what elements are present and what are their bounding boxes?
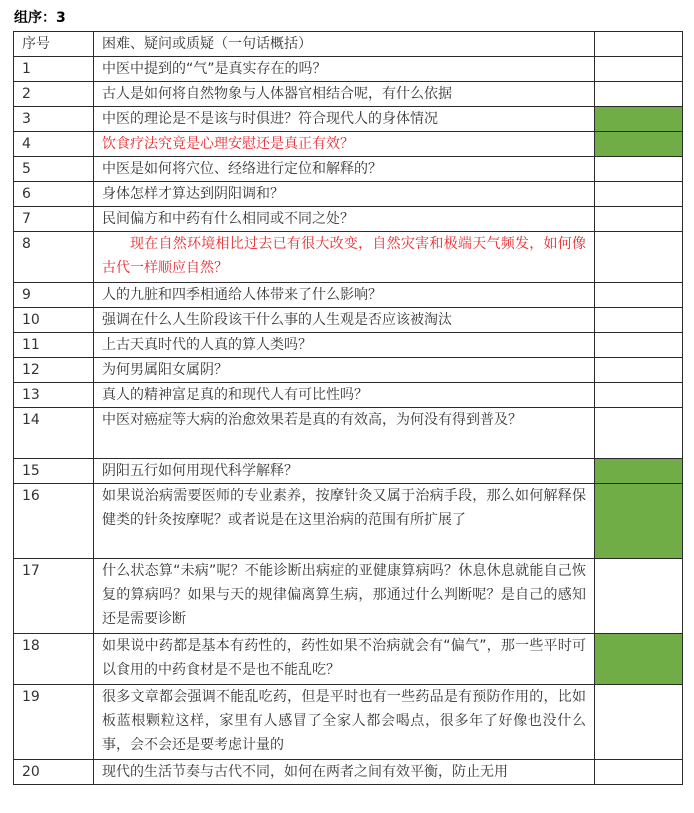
header-question: 困难、疑问或质疑（一句话概括） — [94, 32, 595, 57]
mark-cell — [595, 157, 683, 182]
row-question — [94, 634, 595, 685]
mark-cell — [595, 283, 683, 308]
mark-cell — [595, 408, 683, 459]
highlight-cell-green — [595, 107, 683, 132]
row-number: 10 — [14, 308, 94, 333]
question-text: 强调在什么人生阶段该干什么事的人生观是否应该被淘汰 — [102, 312, 452, 328]
table-row — [14, 82, 683, 107]
row-number: 1 — [14, 57, 94, 82]
table-row — [14, 157, 683, 182]
header-num: 序号 — [14, 32, 94, 57]
question-text: 很多文章都会强调不能乱吃药，但是平时也有一些药品是有预防作用的，比如板蓝根颗粒这样，家里有人感冒了全家人都会喝点，很多年了好像也没什么事，会不会还是要考虑计量的 — [102, 689, 586, 753]
row-number: 20 — [14, 760, 94, 785]
row-number: 8 — [14, 232, 94, 283]
table-row — [14, 760, 683, 785]
question-text: 身体怎样才算达到阴阳调和？ — [102, 186, 284, 202]
row-question — [94, 207, 595, 232]
row-question — [94, 408, 595, 459]
mark-cell — [595, 760, 683, 785]
row-number: 18 — [14, 634, 94, 685]
question-text: 民间偏方和中药有什么相同或不同之处？ — [102, 211, 354, 227]
table-row — [14, 459, 683, 484]
row-number: 6 — [14, 182, 94, 207]
table-row — [14, 232, 683, 283]
mark-cell — [595, 685, 683, 760]
row-question — [94, 132, 595, 157]
question-text: 中医中提到的“气”是真实存在的吗？ — [102, 61, 327, 77]
question-text: 现在自然环境相比过去已有很大改变，自然灾害和极端天气频发，如何像古代一样顺应自然？ — [102, 236, 586, 276]
row-question — [94, 459, 595, 484]
row-number: 19 — [14, 685, 94, 760]
mark-cell — [595, 207, 683, 232]
row-question — [94, 232, 595, 283]
table-row — [14, 182, 683, 207]
question-text: 为何男属阳女属阴？ — [102, 362, 228, 378]
row-question — [94, 157, 595, 182]
row-number: 4 — [14, 132, 94, 157]
row-question — [94, 107, 595, 132]
row-number: 12 — [14, 358, 94, 383]
table-row — [14, 383, 683, 408]
question-text: 真人的精神富足真的和现代人有可比性吗？ — [102, 387, 368, 403]
question-text: 上古天真时代的人真的算人类吗？ — [102, 337, 312, 353]
mark-cell — [595, 333, 683, 358]
row-question — [94, 308, 595, 333]
row-question — [94, 383, 595, 408]
row-question — [94, 358, 595, 383]
row-number: 2 — [14, 82, 94, 107]
row-question — [94, 182, 595, 207]
table-row — [14, 484, 683, 559]
row-number: 17 — [14, 559, 94, 634]
question-text: 饮食疗法究竟是心理安慰还是真正有效？ — [102, 136, 354, 152]
row-number: 11 — [14, 333, 94, 358]
mark-cell — [595, 308, 683, 333]
highlight-cell-green — [595, 132, 683, 157]
question-text: 古人是如何将自然物象与人体器官相结合呢，有什么依据 — [102, 86, 452, 102]
question-text: 中医是如何将穴位、经络进行定位和解释的？ — [102, 161, 382, 177]
questions-table — [13, 31, 683, 785]
question-text: 中医的理论是不是该与时俱进？符合现代人的身体情况 — [102, 111, 438, 127]
question-text: 现代的生活节奏与古代不同，如何在两者之间有效平衡，防止无用 — [102, 764, 508, 780]
group-label: 组序：3 — [14, 10, 66, 26]
table-row — [14, 132, 683, 157]
highlight-cell-green — [595, 484, 683, 559]
question-text: 中医对癌症等大病的治愈效果若是真的有效高，为何没有得到普及？ — [102, 412, 522, 428]
mark-cell — [595, 57, 683, 82]
table-row — [14, 634, 683, 685]
row-question — [94, 484, 595, 559]
highlight-cell-green — [595, 459, 683, 484]
row-question — [94, 57, 595, 82]
row-question — [94, 559, 595, 634]
question-text: 如果说治病需要医师的专业素养，按摩针灸又属于治病手段，那么如何解释保健类的针灸按摩呢？或者说是在这里治病的范围有所扩展了 — [102, 488, 586, 528]
row-number: 3 — [14, 107, 94, 132]
row-number: 9 — [14, 283, 94, 308]
row-question — [94, 760, 595, 785]
mark-cell — [595, 232, 683, 283]
row-question — [94, 82, 595, 107]
row-number: 7 — [14, 207, 94, 232]
row-number: 15 — [14, 459, 94, 484]
mark-cell — [595, 82, 683, 107]
mark-cell — [595, 358, 683, 383]
table-row — [14, 283, 683, 308]
table-row — [14, 308, 683, 333]
table-row — [14, 107, 683, 132]
row-question — [94, 685, 595, 760]
row-question — [94, 283, 595, 308]
table-row — [14, 559, 683, 634]
table-row — [14, 685, 683, 760]
question-text: 如果说中药都是基本有药性的，药性如果不治病就会有“偏气”，那一些平时可以食用的中药食材是不是也不能乱吃？ — [102, 638, 586, 678]
mark-cell — [595, 559, 683, 634]
table-row — [14, 358, 683, 383]
question-text: 阴阳五行如何用现代科学解释？ — [102, 463, 298, 479]
table-row — [14, 57, 683, 82]
row-question — [94, 333, 595, 358]
table-row — [14, 333, 683, 358]
table-header-row — [14, 32, 683, 57]
mark-cell — [595, 182, 683, 207]
row-number: 13 — [14, 383, 94, 408]
row-number: 14 — [14, 408, 94, 459]
row-number: 5 — [14, 157, 94, 182]
row-number: 16 — [14, 484, 94, 559]
highlight-cell-green — [595, 634, 683, 685]
table-row — [14, 408, 683, 459]
table-row — [14, 207, 683, 232]
mark-cell — [595, 383, 683, 408]
question-text: 什么状态算“未病”呢？不能诊断出病症的亚健康算病吗？休息休息就能自己恢复的算病吗？如果与天的规律偏离算生病，那通过什么判断呢？是自己的感知还是需要诊断 — [102, 563, 586, 627]
header-mark — [595, 32, 683, 57]
question-text: 人的九脏和四季相通给人体带来了什么影响？ — [102, 287, 382, 303]
